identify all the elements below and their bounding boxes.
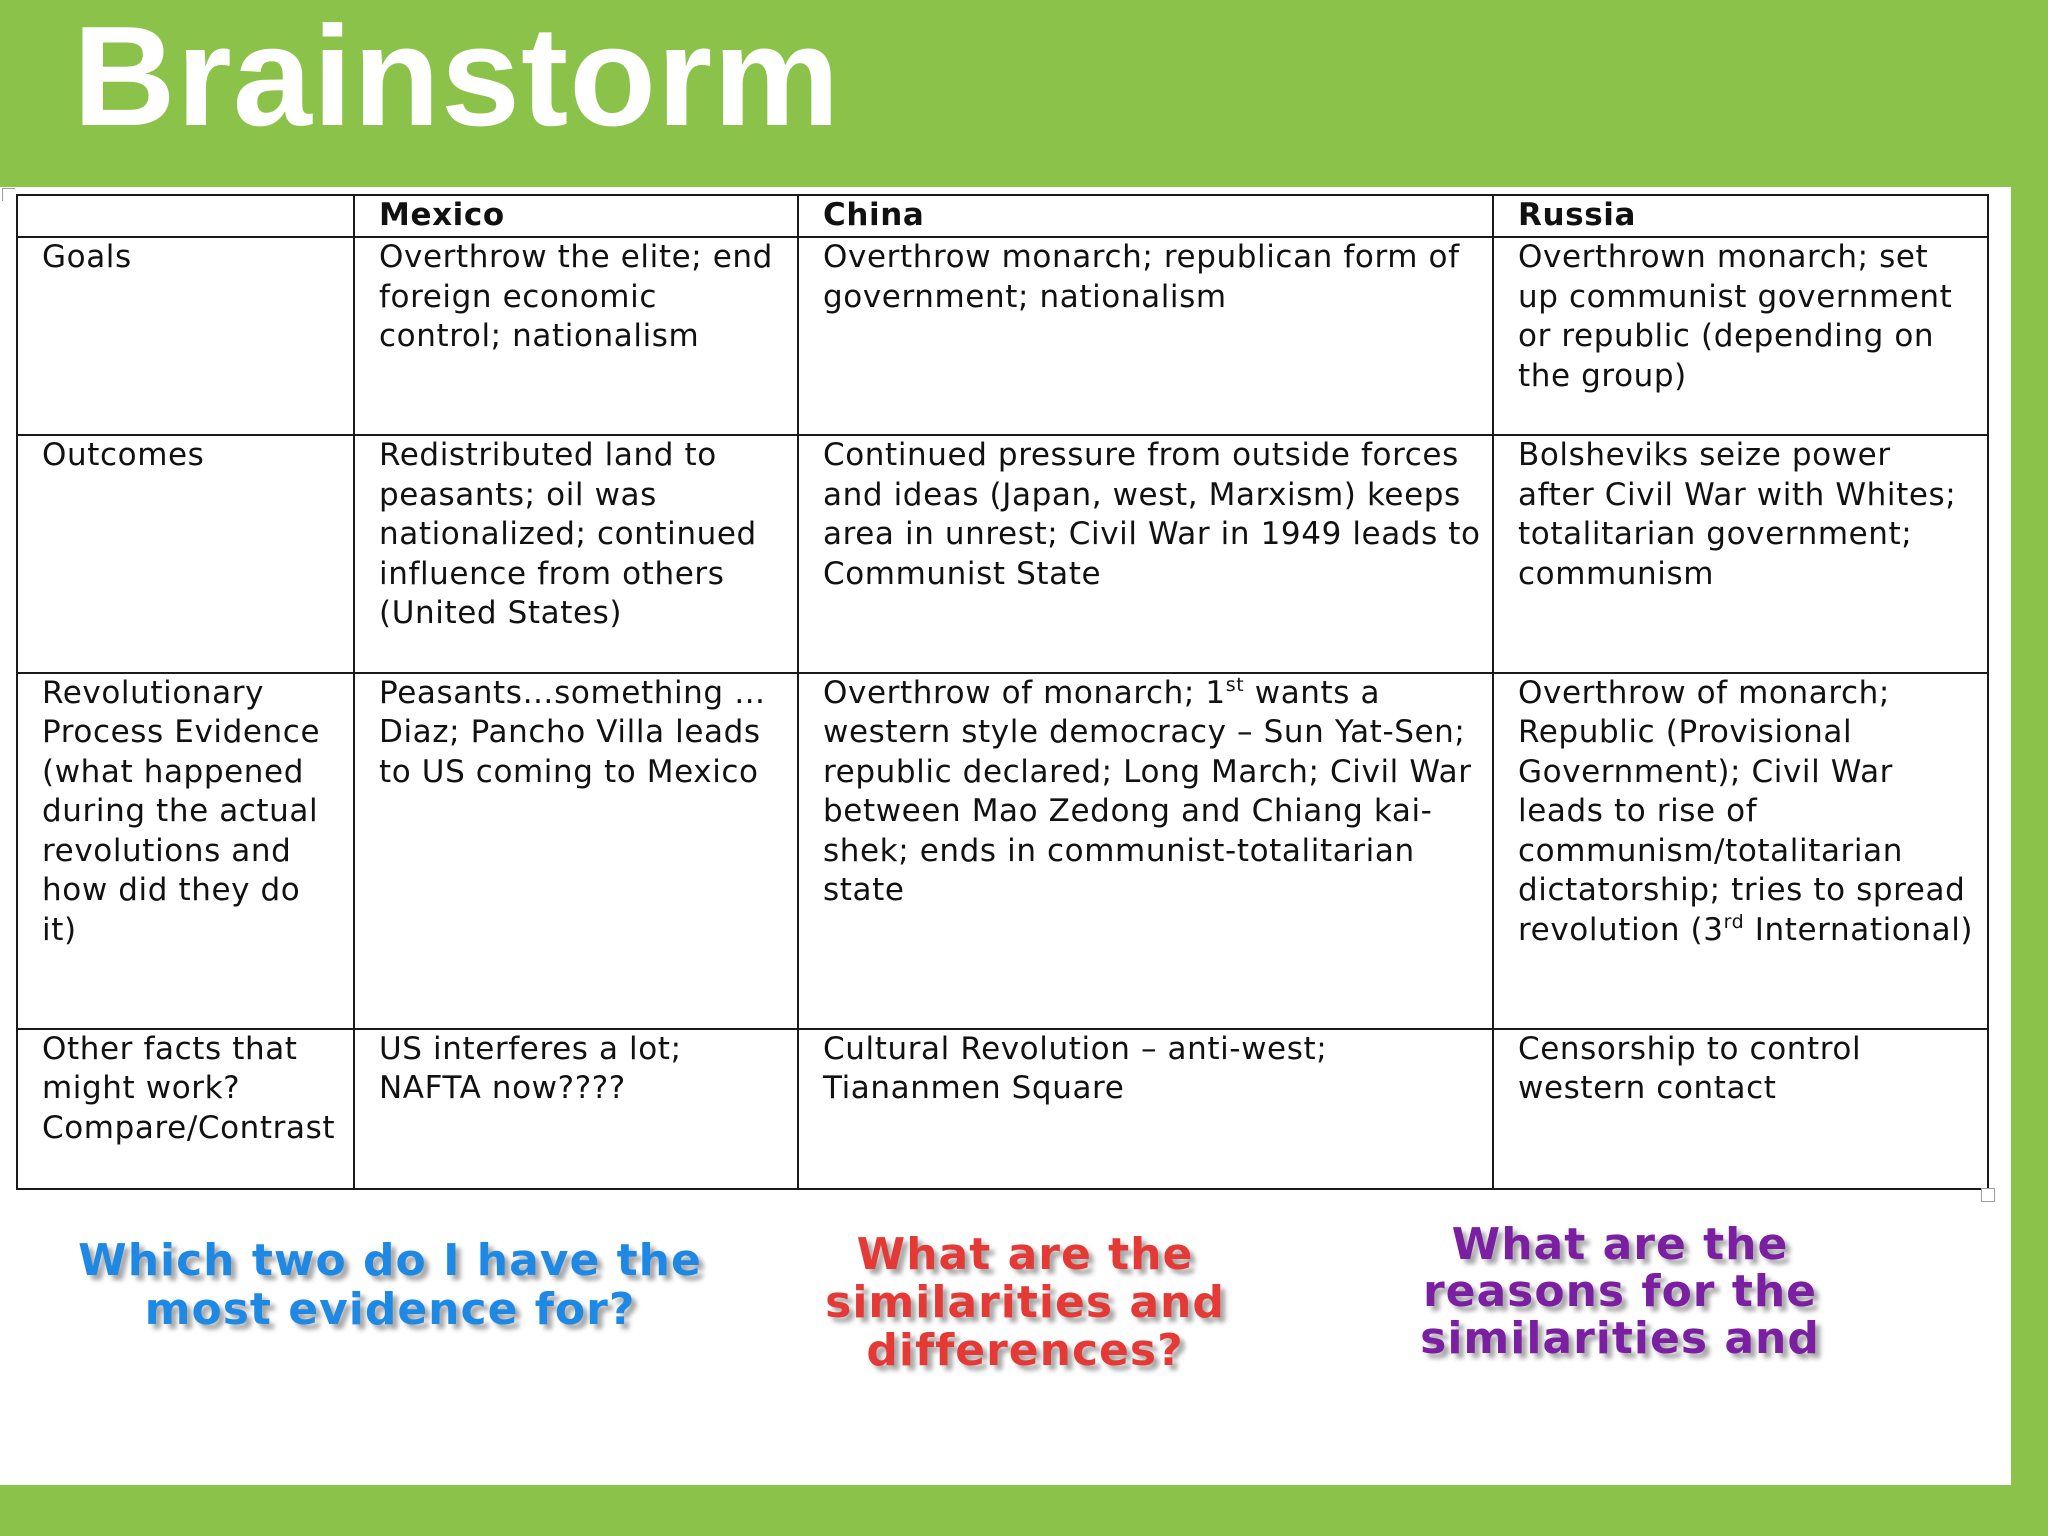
- cell-process-russia-superscript: rd: [1723, 910, 1745, 933]
- table-row-goals: [17, 237, 1988, 435]
- slide-title: Brainstorm: [73, 0, 841, 156]
- table-row-other-facts: [17, 1029, 1988, 1189]
- cell-outcomes-mexico: Redistributed land to peasants; oil was nationalized; continued influence from others (United States): [354, 435, 798, 672]
- table-resize-handle-bottom-right[interactable]: [1981, 1188, 1995, 1202]
- header-cell-russia: Russia: [1493, 195, 1988, 237]
- row-label-other-facts: Other facts that might work? Compare/Contrast: [17, 1029, 354, 1189]
- cell-process-russia-text: Overthrow of monarch; Republic (Provisional Government); Civil War leads to rise of communism/totalitarian dictatorship; tries to spread revolution (3: [1518, 674, 1966, 948]
- header-cell-mexico: Mexico: [354, 195, 798, 237]
- comparison-table-frame: [16, 194, 1987, 1190]
- cell-process-mexico: Peasants…something … Diaz; Pancho Villa leads to US coming to Mexico: [354, 673, 798, 1029]
- table-row-outcomes: [17, 435, 1988, 672]
- row-label-outcomes: Outcomes: [17, 435, 354, 672]
- cell-process-russia: [1493, 673, 1988, 1029]
- comparison-table: [16, 194, 1989, 1190]
- header-cell-empty: [17, 195, 354, 237]
- cell-other-china: Cultural Revolution – anti-west; Tiananmen Square: [798, 1029, 1493, 1189]
- cell-other-russia: Censorship to control western contact: [1493, 1029, 1988, 1189]
- cell-other-mexico: US interferes a lot; NAFTA now????: [354, 1029, 798, 1189]
- cell-goals-china: Overthrow monarch; republican form of government; nationalism: [798, 237, 1493, 435]
- cell-process-china-text-rest: wants a western style democracy – Sun Yat-Sen; republic declared; Long March; Civil War between Mao Zedong and Chiang kai-shek; ends in communist-totalitarian state: [823, 674, 1472, 909]
- cell-process-china-superscript: st: [1225, 673, 1245, 696]
- cell-goals-russia: Overthrown monarch; set up communist government or republic (depending on the group): [1493, 237, 1988, 435]
- slide-content: [0, 187, 2011, 1485]
- table-resize-handle-top-left[interactable]: [2, 188, 15, 201]
- cell-process-china-text: Overthrow of monarch; 1: [823, 674, 1226, 711]
- question-evidence: Which two do I have the most evidence for?: [78, 1235, 702, 1335]
- question-reasons: What are the reasons for the similarities and: [1420, 1219, 1820, 1364]
- cell-process-china: [798, 673, 1493, 1029]
- row-label-revolutionary-process: Revolutionary Process Evidence (what happened during the actual revolutions and how did they do it): [17, 673, 354, 1029]
- title-band: [0, 0, 2048, 187]
- question-similarities-differences: What are the similarities and differences?: [825, 1229, 1225, 1376]
- header-cell-china: China: [798, 195, 1493, 237]
- row-label-goals: Goals: [17, 237, 354, 435]
- cell-goals-mexico: Overthrow the elite; end foreign economic control; nationalism: [354, 237, 798, 435]
- cell-outcomes-china: Continued pressure from outside forces and ideas (Japan, west, Marxism) keeps area in unrest; Civil War in 1949 leads to Communist State: [798, 435, 1493, 672]
- table-header-row: [17, 195, 1988, 237]
- cell-outcomes-russia: Bolsheviks seize power after Civil War with Whites; totalitarian government; communism: [1493, 435, 1988, 672]
- table-row-revolutionary-process: [17, 673, 1988, 1029]
- cell-process-russia-text-rest: International): [1744, 911, 1974, 948]
